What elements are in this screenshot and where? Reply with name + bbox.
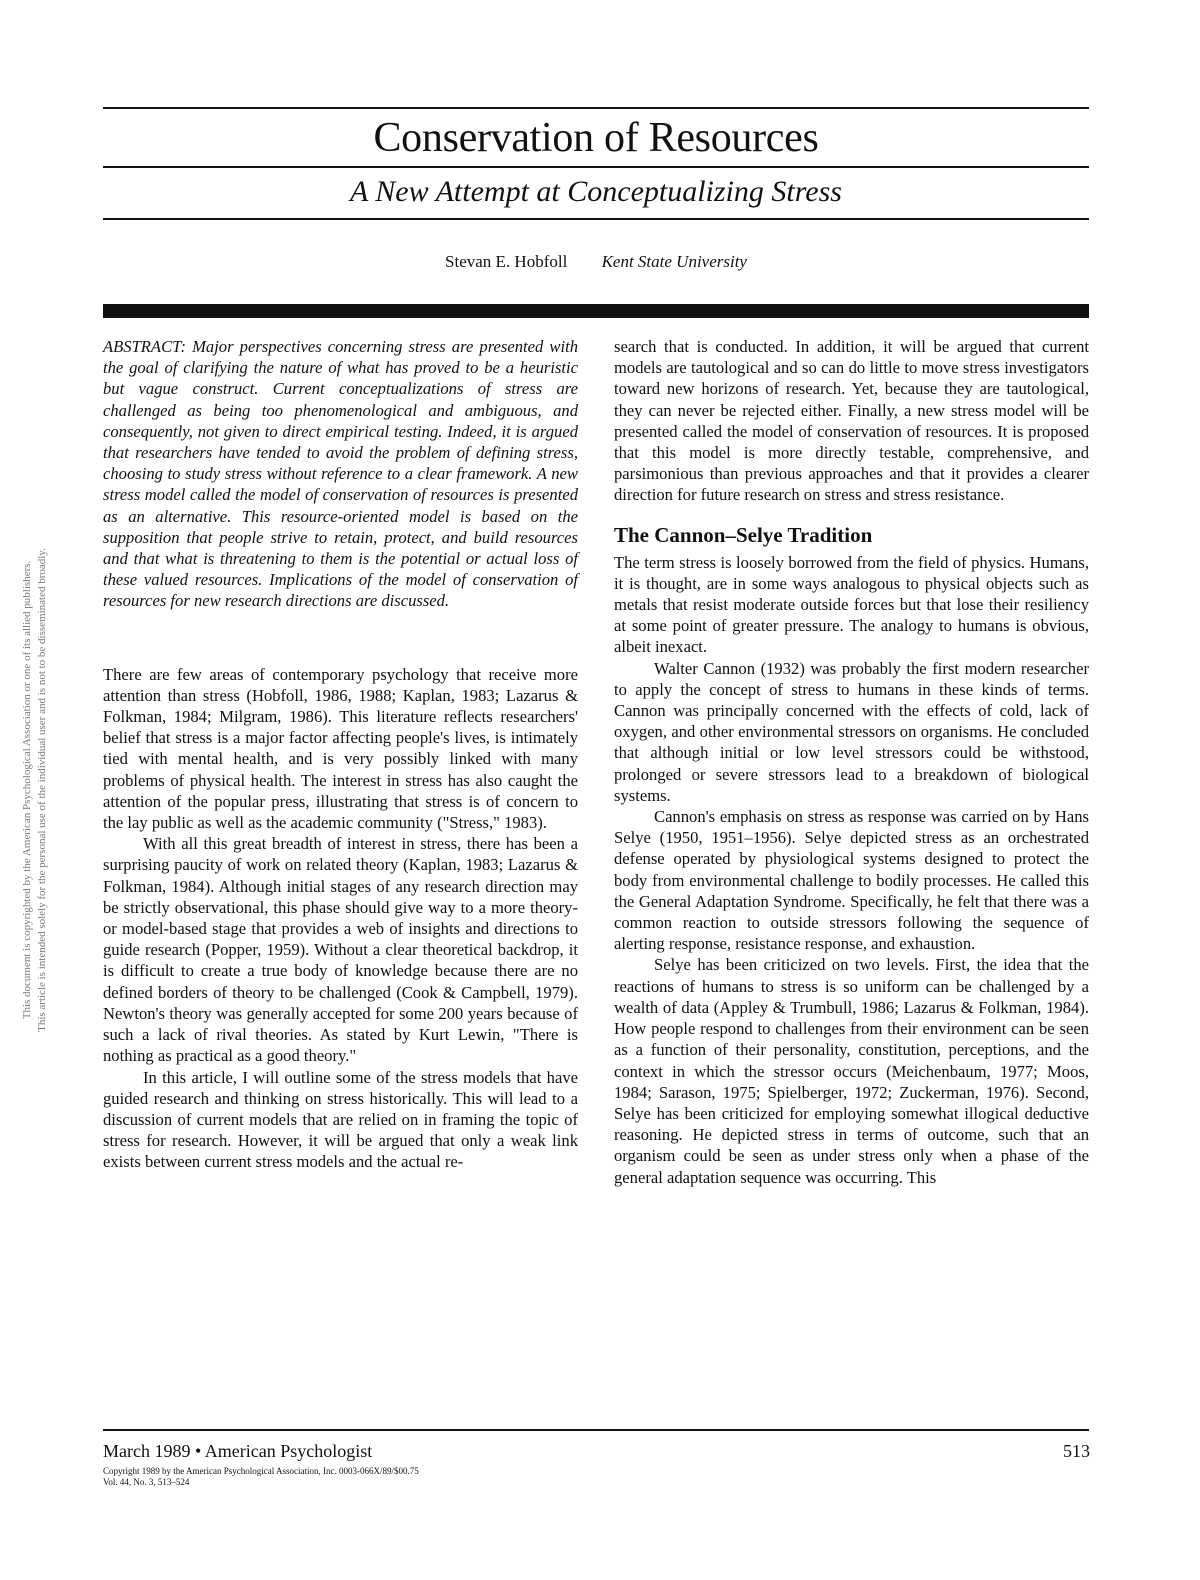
top-rule bbox=[103, 107, 1089, 109]
body-paragraph: With all this great breadth of interest in stress, there has been a surprising paucity of work on related theory (Kaplan, 1983; Lazarus & Folkman, 1984). Although initial stages of any research direction may be strictly observational, this phase should give way to a more theory- or model-based stage that provides a web of insights and directions to guide research (Popper, 1959). Without a clear theoretical backdrop, it is difficult to create a true body of knowledge because there are no defined borders of theory to be challenged (Cook & Campbell, 1979). Newton's theory was generally accepted for some 200 years because of such a lack of rival theories. As stated by Kurt Lewin, "There is nothing as practical as a good theory." bbox=[103, 834, 578, 1066]
body-paragraph: Cannon's emphasis on stress as response was carried on by Hans Selye (1950, 1951–1956). Selye depicted stress as an orchestrated defense operated by physiological systems designed to protect the body from environmental challenge to bodily processes. He called this the General Adaptation Syndrome. Specifically, he felt that there was a common reaction to outside stressors following the sequence of alerting response, resistance response, and exhaustion. bbox=[614, 807, 1089, 954]
byline bbox=[103, 251, 1089, 273]
article-title: Conservation of Resources bbox=[373, 115, 819, 161]
body-paragraph: In this article, I will outline some of the stress models that have guided research and thinking on stress historically. This will lead to a discussion of current models that are relied on in framing the topic of stress for research. However, it will be argued that only a weak link exists between current stress models and the actual re- bbox=[103, 1067, 578, 1172]
body-paragraph: There are few areas of contemporary psychology that receive more attention than stress (Hobfoll, 1986, 1988; Kaplan, 1983; Lazarus & Folkman, 1984; Milgram, 1986). This literature reflects researchers' belief that stress is a major factor affecting people's lives, is intimately tied with mental health, and is very possibly linked with many problems of physical health. The interest in stress has also caught the attention of the popular press, illustrating that stress is of concern to the lay public as well as the academic community ("Stress," 1983). bbox=[103, 664, 578, 833]
author-affiliation: Kent State University bbox=[601, 252, 747, 271]
body-paragraph: Walter Cannon (1932) was probably the first modern researcher to apply the concept of stress to humans in these kinds of terms. Cannon was principally concerned with the effects of cold, lack of oxygen, and other environmental stressors on organisms. He concluded that although initial or low level stressors could be withstood, prolonged or severe stressors lead to a breakdown of biological systems. bbox=[614, 658, 1089, 805]
journal-citation: March 1989 • American Psychologist bbox=[103, 1441, 373, 1461]
right-column bbox=[614, 336, 1089, 1188]
copyright-notice-line-2: This article is intended solely for the personal use of the individual user and is not to be disseminated broadly. bbox=[36, 548, 48, 1032]
footer-rule bbox=[103, 1429, 1089, 1431]
copyright-line: Copyright 1989 by the American Psychological Association, Inc. 0003-066X/89/$00.75 bbox=[103, 1466, 419, 1476]
section-heading: The Cannon–Selye Tradition bbox=[614, 522, 873, 547]
author-name: Stevan E. Hobfoll bbox=[445, 252, 568, 271]
title-rule bbox=[103, 166, 1089, 168]
copyright-notice-line-1: This document is copyrighted by the American Psychological Association or one of its allied publishers. bbox=[21, 560, 33, 1020]
abstract: ABSTRACT: Major perspectives concerning stress are presented with the goal of clarifying the nature of what has proved to be a heuristic but vague construct. Current conceptualizations of stress are challenged as being too phenomenological and ambiguous, and consequently, not given to direct empirical testing. Indeed, it is argued that researchers have tended to avoid the problem of defining stress, choosing to study stress without reference to a clear framework. A new stress model called the model of conservation of resources is presented as an alternative. This resource-oriented model is based on the supposition that people strive to retain, protect, and build resources and that what is threatening to them is the potential or actual loss of these valued resources. Implications of the model of conservation of resources for new research directions are discussed. bbox=[103, 337, 578, 611]
volume-line: Vol. 44, No. 3, 513–524 bbox=[103, 1477, 190, 1487]
left-column bbox=[103, 336, 578, 1173]
thick-header-bar bbox=[103, 304, 1089, 318]
body-paragraph: Selye has been criticized on two levels. First, the idea that the reactions of humans to stress is so uniform can be challenged by a wealth of data (Appley & Trumbull, 1986; Lazarus & Folkman, 1984). How people respond to challenges from their environment can be seen as a function of their personality, constitution, perceptions, and the context in which the stressor occurs (Meichenbaum, 1977; Moos, 1984; Sarason, 1975; Spielberger, 1972; Zuckerman, 1976). Second, Selye has been criticized for employing somewhat illogical deductive reasoning. He depicted stress in terms of outcome, such that an organism could be seen as under stress only when a phase of the general adaptation sequence was occurring. This bbox=[614, 955, 1089, 1187]
body-paragraph: search that is conducted. In addition, it will be argued that current models are tautological and so can do little to move stress investigators toward new horizons of research. Yet, because they are tautological, they can never be rejected either. Finally, a new stress model will be presented called the model of conservation of resources. It is proposed that this model is more directly testable, comprehensive, and parsimonious than previous approaches and that it provides a clearer direction for future research on stress and stress resistance. bbox=[614, 337, 1089, 505]
page-number: 513 bbox=[1063, 1441, 1090, 1461]
body-paragraph: The term stress is loosely borrowed from the field of physics. Humans, it is thought, are in some ways analogous to physical objects such as metals that resist moderate outside forces but that lose their resiliency at some point of greater pressure. The analogy to humans is obvious, albeit inexact. bbox=[614, 552, 1089, 657]
subtitle-rule bbox=[103, 218, 1089, 220]
article-subtitle: A New Attempt at Conceptualizing Stress bbox=[350, 175, 842, 208]
